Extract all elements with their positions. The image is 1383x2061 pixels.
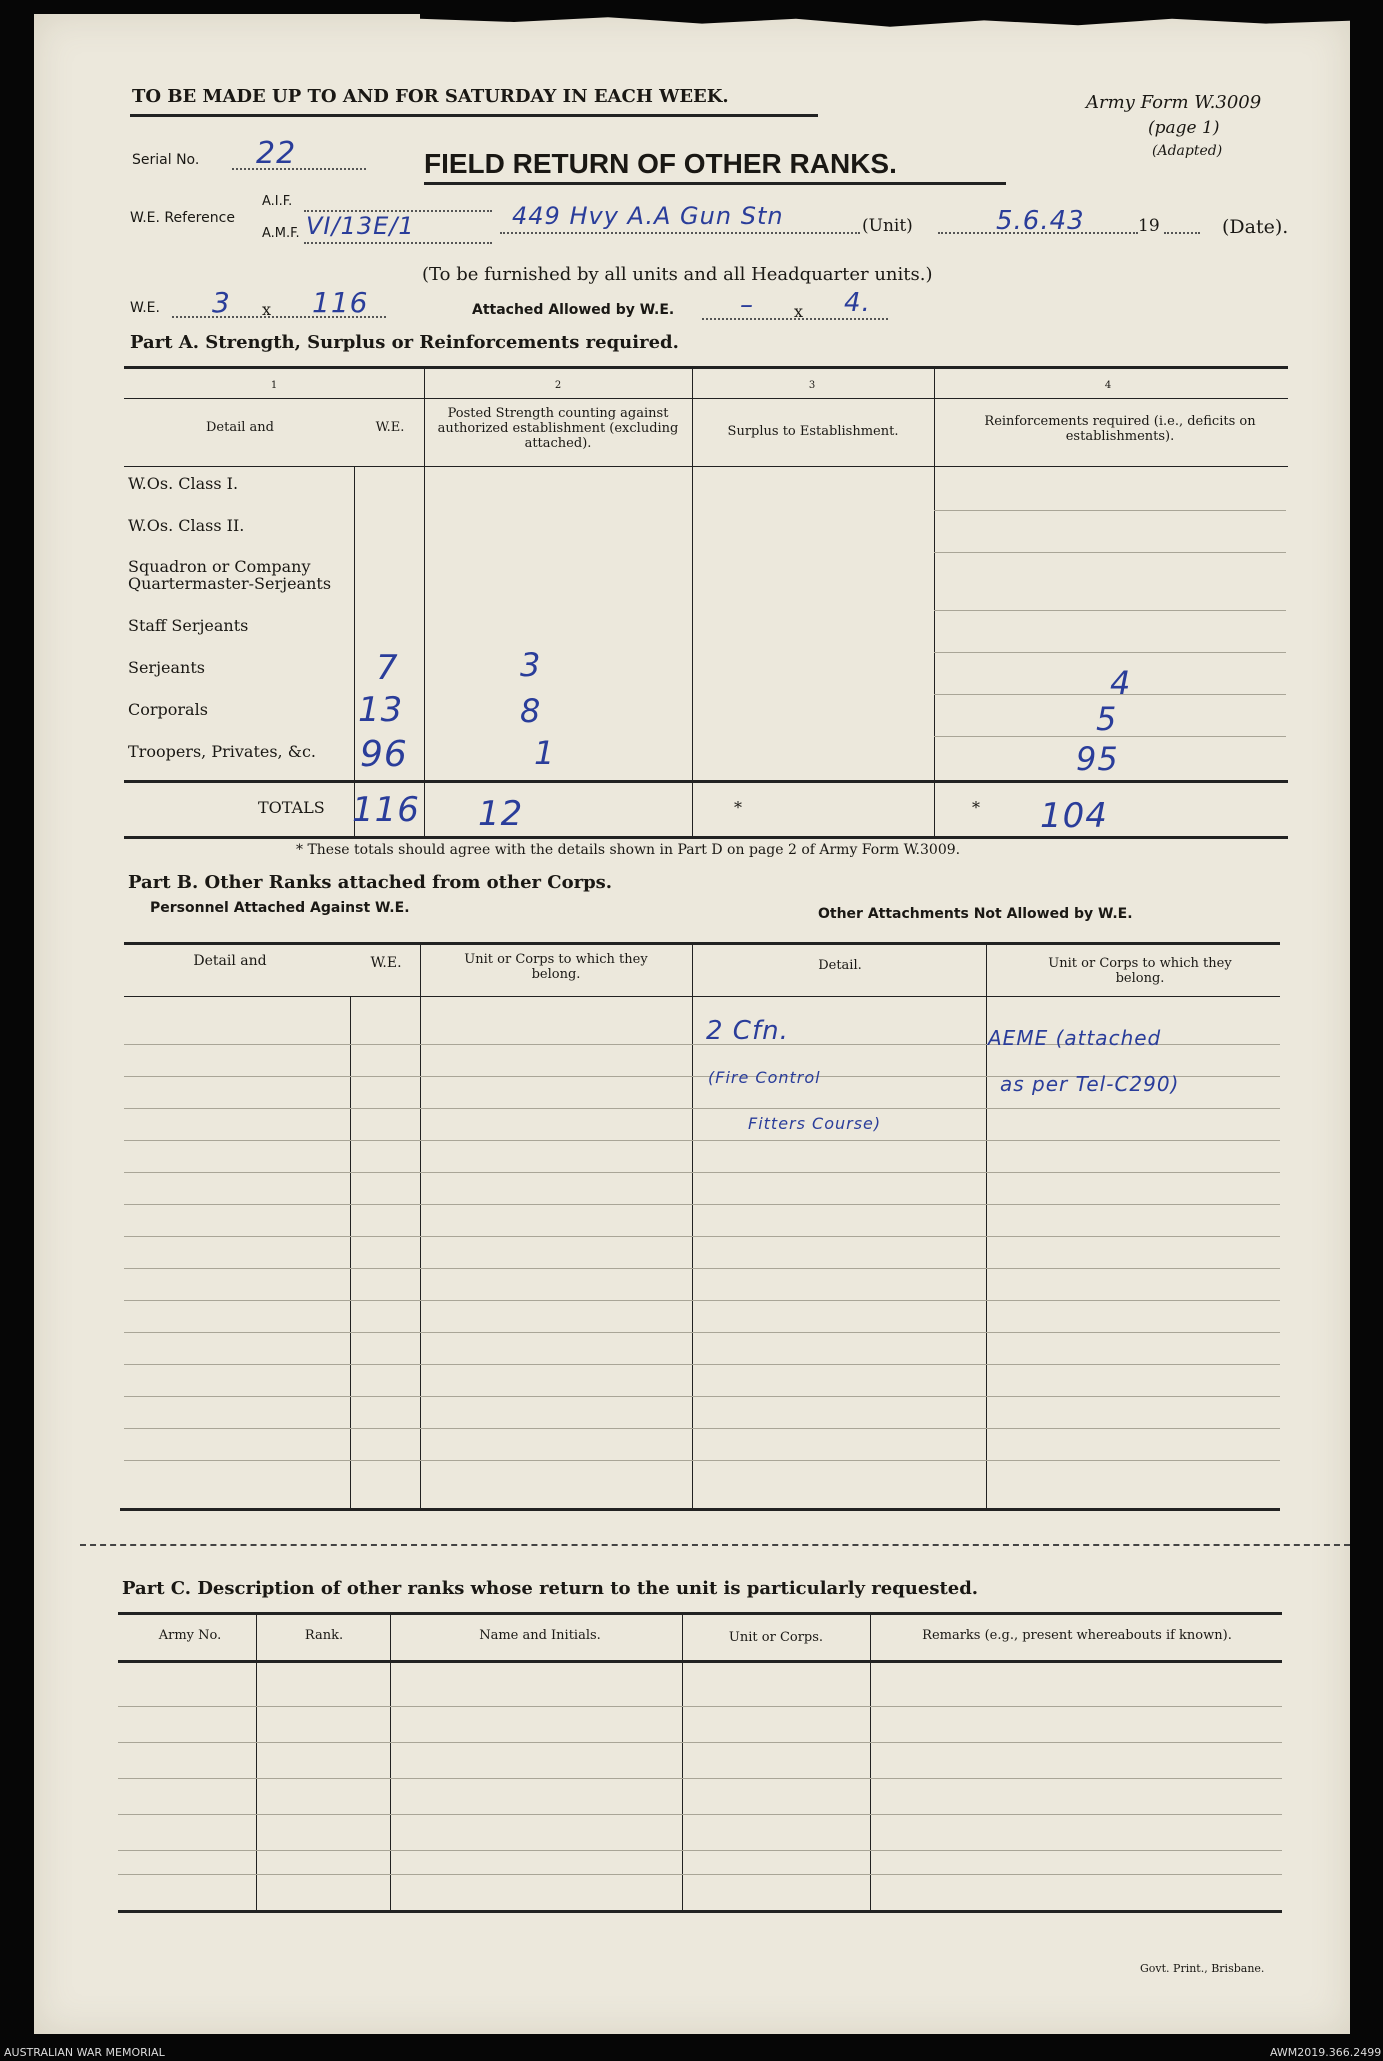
date-value: 5.6.43 <box>996 206 1085 236</box>
col-header-we: W.E. <box>375 420 405 435</box>
totals-label: TOTALS <box>258 798 325 817</box>
year-label: 19 <box>1138 216 1160 236</box>
part-c-col-remarks: Remarks (e.g., present whereabouts if known). <box>922 1628 1232 1643</box>
amf-value: VI/13E/1 <box>306 212 415 240</box>
part-c-col-army-no: Army No. <box>158 1628 222 1643</box>
unit-label: (Unit) <box>862 216 913 236</box>
we-value-a: 3 <box>212 286 231 319</box>
page-number: (page 1) <box>1148 118 1220 138</box>
row-corporals: Corporals <box>128 700 208 719</box>
instruction: TO BE MADE UP TO AND FOR SATURDAY IN EACH WEEK. <box>132 86 729 107</box>
part-b-col-unit2: Unit or Corps to which they belong. <box>1048 956 1232 986</box>
row-quartermaster-serjeants: Squadron or Company Quartermaster-Serjeants <box>128 557 332 593</box>
date-label: (Date). <box>1222 216 1289 238</box>
we-x: x <box>262 300 272 319</box>
row-staff-serjeants: Staff Serjeants <box>128 616 249 635</box>
row-serjeants: Serjeants <box>128 658 205 677</box>
serjeants-reinforcements: 4 <box>1110 664 1132 702</box>
part-b-hw-detail-3: Fitters Course) <box>748 1114 882 1133</box>
corporals-posted: 8 <box>520 692 542 730</box>
page-title: FIELD RETURN OF OTHER RANKS. <box>424 148 897 179</box>
attached-value-b: 4. <box>844 288 871 318</box>
serjeants-we: 7 <box>376 648 399 688</box>
part-b-col-detail: Detail and <box>193 953 267 969</box>
totals-reinforcements-mark: * <box>972 798 980 817</box>
part-b-subtitle-right: Other Attachments Not Allowed by W.E. <box>818 906 1133 922</box>
aif-label: A.I.F. <box>262 194 293 209</box>
col-number-1: 1 <box>270 380 278 391</box>
unit-value: 449 Hvy A.A Gun Stn <box>512 202 784 230</box>
totals-we: 116 <box>352 790 420 830</box>
part-b-col-unit: Unit or Corps to which they belong. <box>464 952 648 982</box>
part-b-hw-detail-2: (Fire Control <box>708 1068 821 1087</box>
col-header-detail: Detail and <box>206 420 274 435</box>
part-c-col-name: Name and Initials. <box>479 1628 601 1643</box>
col-number-3: 3 <box>808 380 816 391</box>
part-b-hw-unit-1: AEME (attached <box>988 1026 1162 1050</box>
corporals-reinforcements: 5 <box>1096 700 1118 738</box>
part-b-title: Part B. Other Ranks attached from other Corps. <box>128 872 613 893</box>
totals-surplus-mark: * <box>734 798 742 817</box>
part-b-col-we: W.E. <box>370 955 402 971</box>
col-header-reinforcements: Reinforcements required (i.e., deficits on establishments). <box>984 414 1256 444</box>
part-c-col-unit: Unit or Corps. <box>728 1630 824 1645</box>
serial-label: Serial No. <box>132 152 200 168</box>
col-number-2: 2 <box>554 380 562 391</box>
footer-right: AWM2019.366.2499 <box>1270 2046 1382 2059</box>
col-header-surplus: Surplus to Establishment. <box>727 424 899 439</box>
serjeants-posted: 3 <box>520 646 542 684</box>
row-wo-class-2: W.Os. Class II. <box>128 516 245 535</box>
corporals-we: 13 <box>358 690 404 730</box>
troopers-we: 96 <box>360 734 408 775</box>
adapted-note: (Adapted) <box>1152 143 1223 159</box>
row-wo-class-1: W.Os. Class I. <box>128 474 239 493</box>
part-c-title: Part C. Description of other ranks whose return to the unit is particularly requested. <box>122 1578 979 1599</box>
col-number-4: 4 <box>1104 380 1112 391</box>
part-b-subtitle-left: Personnel Attached Against W.E. <box>150 900 410 916</box>
part-b-col-detail2: Detail. <box>818 958 862 973</box>
totals-reinforcements: 104 <box>1040 796 1108 836</box>
furnish-note: (To be furnished by all units and all Headquarter units.) <box>422 264 933 285</box>
totals-posted: 12 <box>478 794 524 834</box>
troopers-reinforcements: 95 <box>1076 740 1119 778</box>
col-header-posted: Posted Strength counting against authorized establishment (excluding attached). <box>437 406 679 451</box>
part-c-col-rank: Rank. <box>304 1628 344 1643</box>
part-b-hw-detail-1: 2 Cfn. <box>706 1016 789 1046</box>
we-value-b: 116 <box>312 286 369 319</box>
tear-line <box>80 1544 1350 1546</box>
part-b-hw-unit-2: as per Tel-C290) <box>1000 1072 1180 1096</box>
attached-value-a: – <box>740 290 754 320</box>
attached-label: Attached Allowed by W.E. <box>472 302 675 318</box>
part-a-title: Part A. Strength, Surplus or Reinforcements required. <box>130 332 679 353</box>
army-form-number: Army Form W.3009 <box>1086 92 1262 113</box>
serial-value: 22 <box>256 136 297 171</box>
we-label: W.E. <box>130 300 160 316</box>
attached-x: x <box>794 302 804 321</box>
row-troopers-privates: Troopers, Privates, &c. <box>128 742 317 761</box>
amf-label: A.M.F. <box>262 226 300 241</box>
troopers-posted: 1 <box>534 734 556 772</box>
footnote: * These totals should agree with the details shown in Part D on page 2 of Army Form W.3009. <box>296 842 961 858</box>
print-note: Govt. Print., Brisbane. <box>1140 1962 1265 1975</box>
footer-left: AUSTRALIAN WAR MEMORIAL <box>4 2046 165 2059</box>
we-reference-label: W.E. Reference <box>130 210 235 226</box>
